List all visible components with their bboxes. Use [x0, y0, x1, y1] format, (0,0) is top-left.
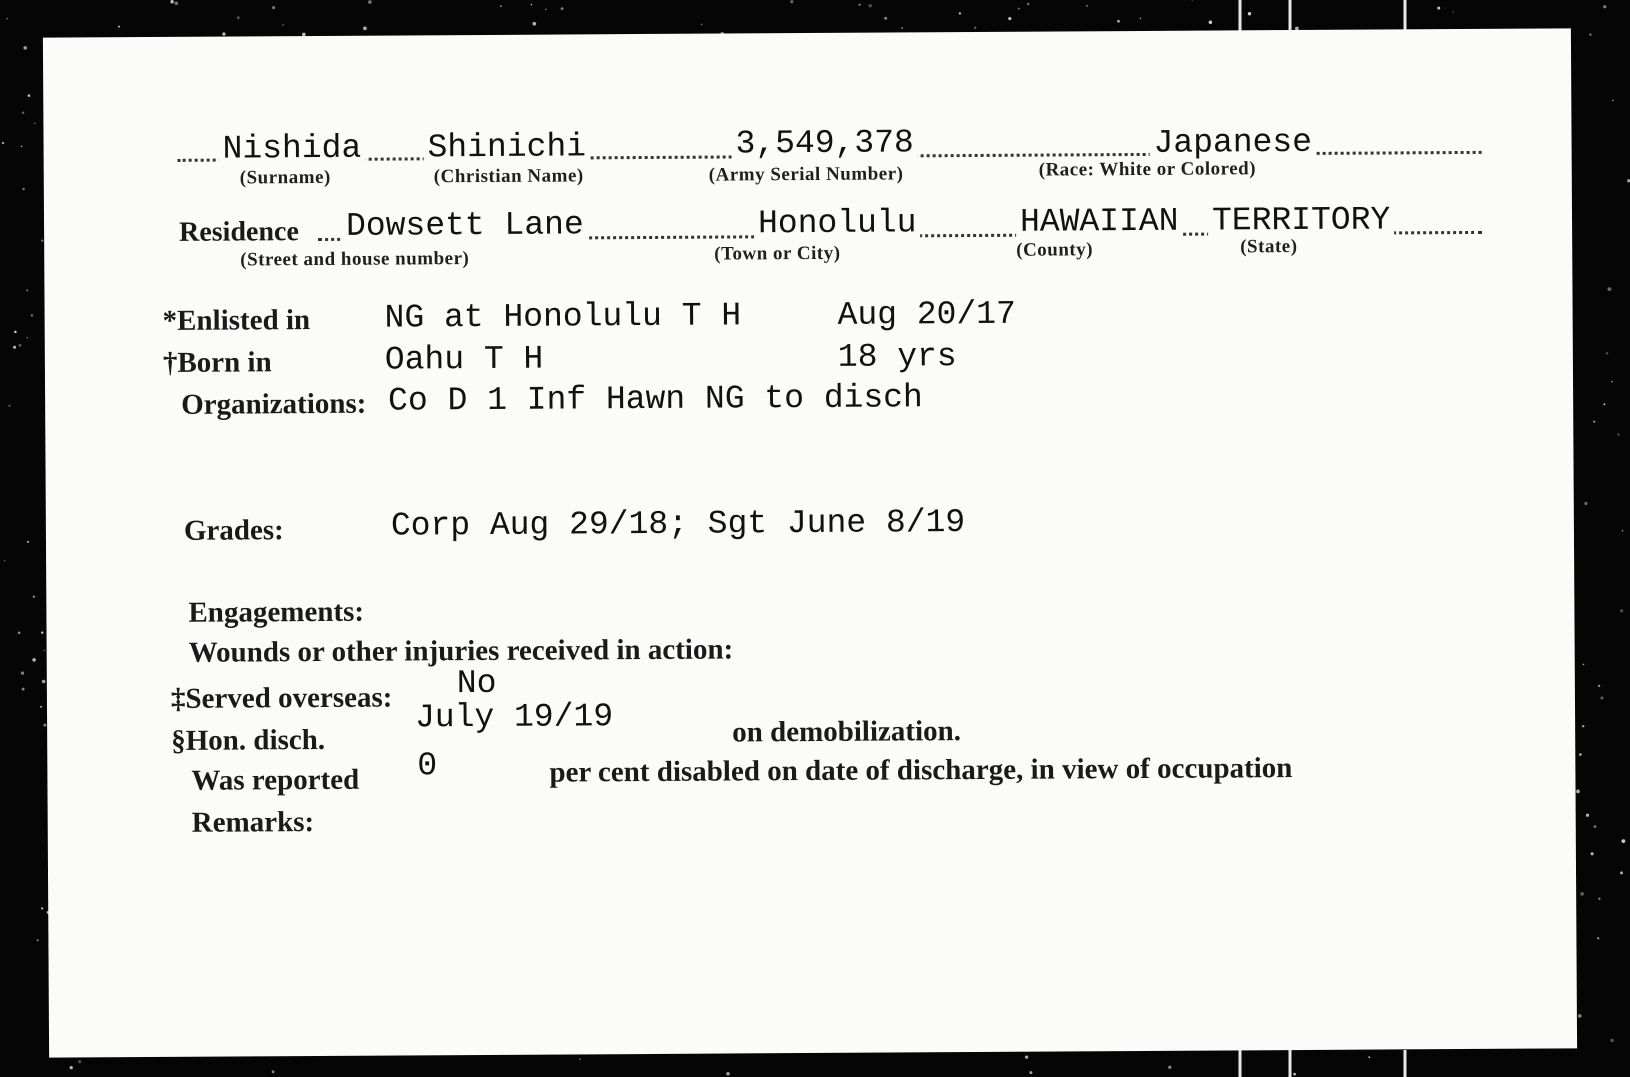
- street-caption: (Street and house number): [240, 248, 470, 271]
- discharge-suffix: on demobilization.: [732, 715, 962, 749]
- christian-name-caption: (Christian Name): [433, 165, 584, 188]
- organizations-label: Organizations:: [181, 387, 367, 421]
- disability-percent: 0: [417, 747, 438, 785]
- honorable-discharge-label: §Hon. disch.: [171, 723, 326, 757]
- town-caption: (Town or City): [714, 242, 841, 265]
- enlisted-label: *Enlisted in: [162, 304, 311, 337]
- town-value: Honolulu: [754, 204, 921, 242]
- was-reported-label: Was reported: [191, 763, 360, 797]
- served-overseas-value: No: [456, 664, 497, 703]
- born-age: 18 yrs: [837, 338, 957, 376]
- service-record-card: [43, 28, 1577, 1057]
- enlisted-value: NG at Honolulu T H: [384, 297, 742, 337]
- organizations-value: Co D 1 Inf Hawn NG to disch: [388, 379, 923, 420]
- remarks-label: Remarks:: [191, 806, 315, 839]
- surname-caption: (Surname): [239, 166, 331, 189]
- state-caption: (State): [1240, 236, 1298, 258]
- engagements-label: Engagements:: [188, 595, 365, 629]
- disability-suffix: per cent disabled on date of discharge, in view of occupation: [549, 752, 1293, 789]
- enlisted-date: Aug 20/17: [837, 295, 1016, 334]
- race-value: Japanese: [1149, 124, 1316, 162]
- christian-name-value: Shinichi: [423, 128, 590, 166]
- county-caption: (County): [1016, 239, 1094, 261]
- grades-label: Grades:: [183, 514, 284, 547]
- surname-value: Nishida: [218, 130, 365, 168]
- serial-number-caption: (Army Serial Number): [708, 163, 904, 186]
- born-value: Oahu T H: [384, 340, 544, 379]
- discharge-date: July 19/19: [414, 698, 614, 737]
- serial-number-value: 3,549,378: [731, 124, 917, 162]
- wounds-label: Wounds or other injuries received in action:: [188, 633, 734, 669]
- street-value: Dowsett Lane: [342, 206, 588, 244]
- state-value: TERRITORY: [1208, 201, 1394, 239]
- race-caption: (Race: White or Colored): [1038, 158, 1257, 181]
- county-value: HAWAIIAN: [1016, 203, 1183, 241]
- grades-value: Corp Aug 29/18; Sgt June 8/19: [390, 504, 966, 545]
- residence-label: Residence: [179, 216, 301, 249]
- served-overseas-label: ‡Served overseas:: [170, 681, 393, 715]
- born-label: †Born in: [162, 346, 272, 379]
